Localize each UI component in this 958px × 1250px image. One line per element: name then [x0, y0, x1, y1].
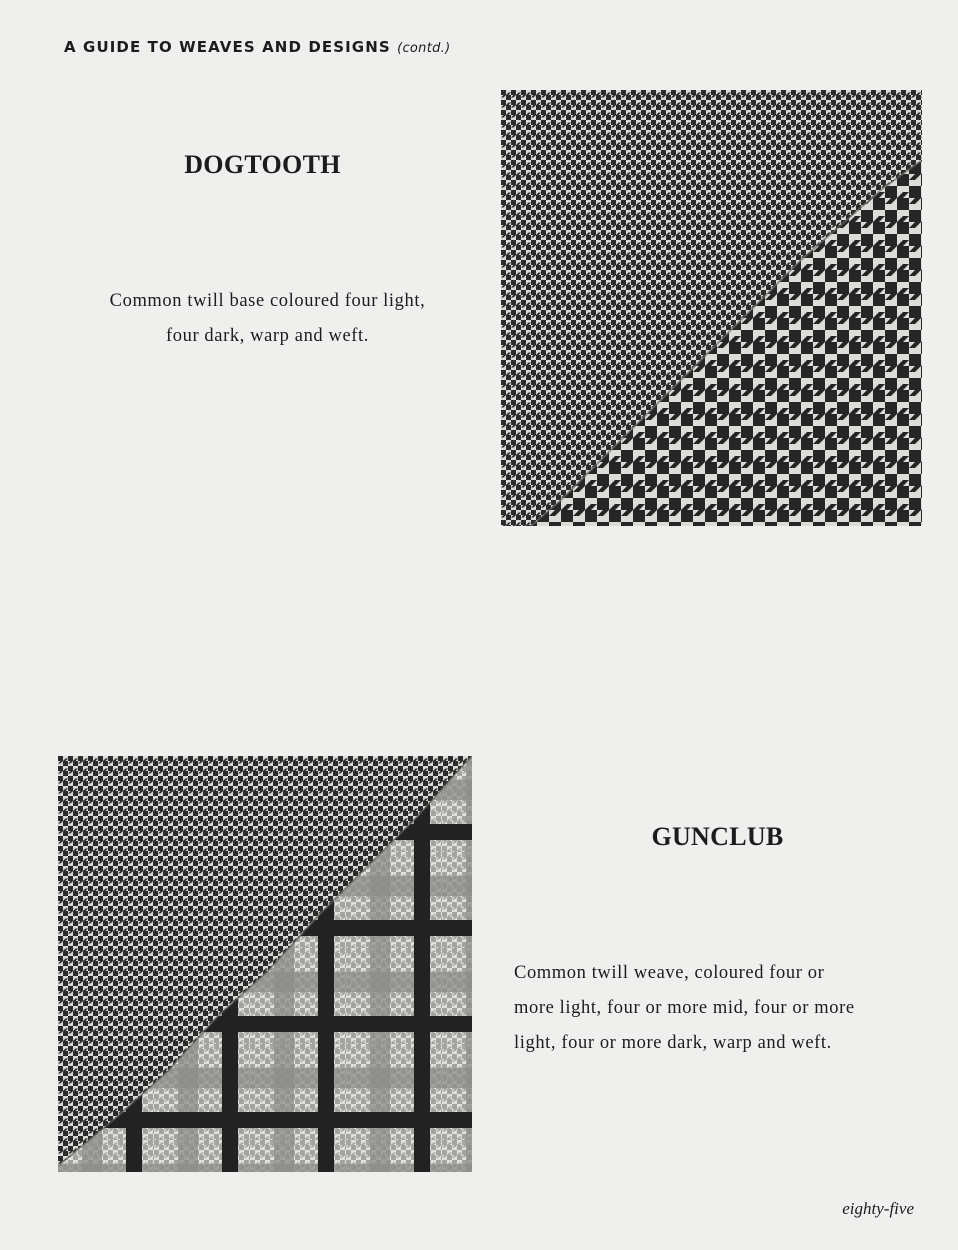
gunclub-description-line: Common twill weave, coloured four or	[514, 963, 825, 983]
gunclub-swatch-icon	[58, 756, 472, 1172]
page-number: eighty-five	[842, 1199, 914, 1218]
gunclub-description	[514, 956, 924, 1061]
dogtooth-description-line: four dark, warp and weft.	[165, 326, 369, 346]
dogtooth-swatch-icon	[501, 90, 922, 526]
guide-title: A GUIDE TO WEAVES AND DESIGNS	[64, 38, 391, 56]
dogtooth-heading: DOGTOOTH	[184, 150, 341, 179]
gunclub-description-line: more light, four or more mid, four or more	[514, 998, 855, 1018]
contd-label: (contd.)	[397, 41, 451, 56]
gunclub-description-line: light, four or more dark, warp and weft.	[514, 1033, 832, 1053]
gunclub-heading: GUNCLUB	[651, 822, 784, 851]
dogtooth-description-line: Common twill base coloured four light,	[109, 291, 426, 311]
dogtooth-description	[60, 284, 475, 354]
running-head	[64, 38, 450, 56]
